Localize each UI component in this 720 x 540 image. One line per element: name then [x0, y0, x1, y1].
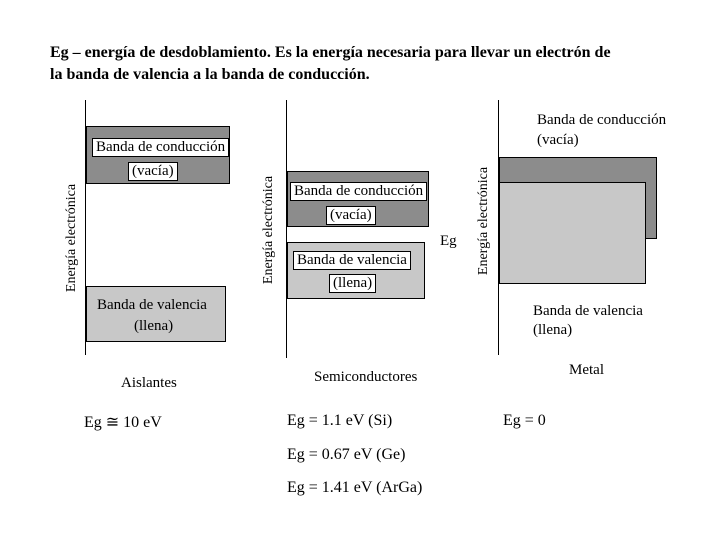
semiconductores-eg-label: Eg	[440, 233, 457, 249]
heading-line-1: Eg – energía de desdoblamiento. Es la energía necesaria para llevar un electrón de	[50, 44, 611, 61]
aislantes-title: Aislantes	[121, 375, 177, 391]
semiconductores-conduction-label: Banda de conducción	[290, 182, 427, 201]
metal-title: Metal	[569, 362, 604, 378]
heading-line-2: la banda de valencia a la banda de conducción.	[50, 66, 370, 83]
aislantes-conduction-label: Banda de conducción	[92, 138, 229, 157]
semiconductores-gap-si: Eg = 1.1 eV (Si)	[287, 412, 393, 429]
metal-conduction-label: Banda de conducción	[537, 112, 667, 128]
metal-valence-band	[499, 182, 646, 284]
semiconductores-valence-state: (llena)	[329, 274, 376, 293]
semiconductores-gap-ge: Eg = 0.67 eV (Ge)	[287, 446, 406, 463]
semiconductores-axis-label: Energía electrónica	[261, 175, 276, 285]
semiconductores-valence-label: Banda de valencia	[293, 251, 411, 270]
semiconductores-gap-arga: Eg = 1.41 eV (ArGa)	[287, 479, 423, 496]
metal-gap: Eg = 0	[503, 412, 546, 429]
semiconductores-title: Semiconductores	[314, 369, 418, 385]
semiconductores-conduction-state: (vacía)	[326, 206, 376, 225]
aislantes-axis-label: Energía electrónica	[64, 183, 79, 293]
metal-valence-state: (llena)	[533, 322, 573, 338]
aislantes-conduction-state: (vacía)	[128, 162, 178, 181]
metal-conduction-state: (vacía)	[537, 132, 579, 148]
aislantes-valence-label: Banda de valencia	[97, 297, 207, 313]
aislantes-gap: Eg ≅ 10 eV	[84, 414, 162, 431]
page-heading	[50, 42, 690, 86]
semiconductores-axis	[286, 100, 287, 358]
aislantes-valence-state: (llena)	[134, 318, 174, 334]
metal-axis-label: Energía electrónica	[476, 166, 491, 276]
metal-valence-label: Banda de valencia	[533, 303, 643, 319]
